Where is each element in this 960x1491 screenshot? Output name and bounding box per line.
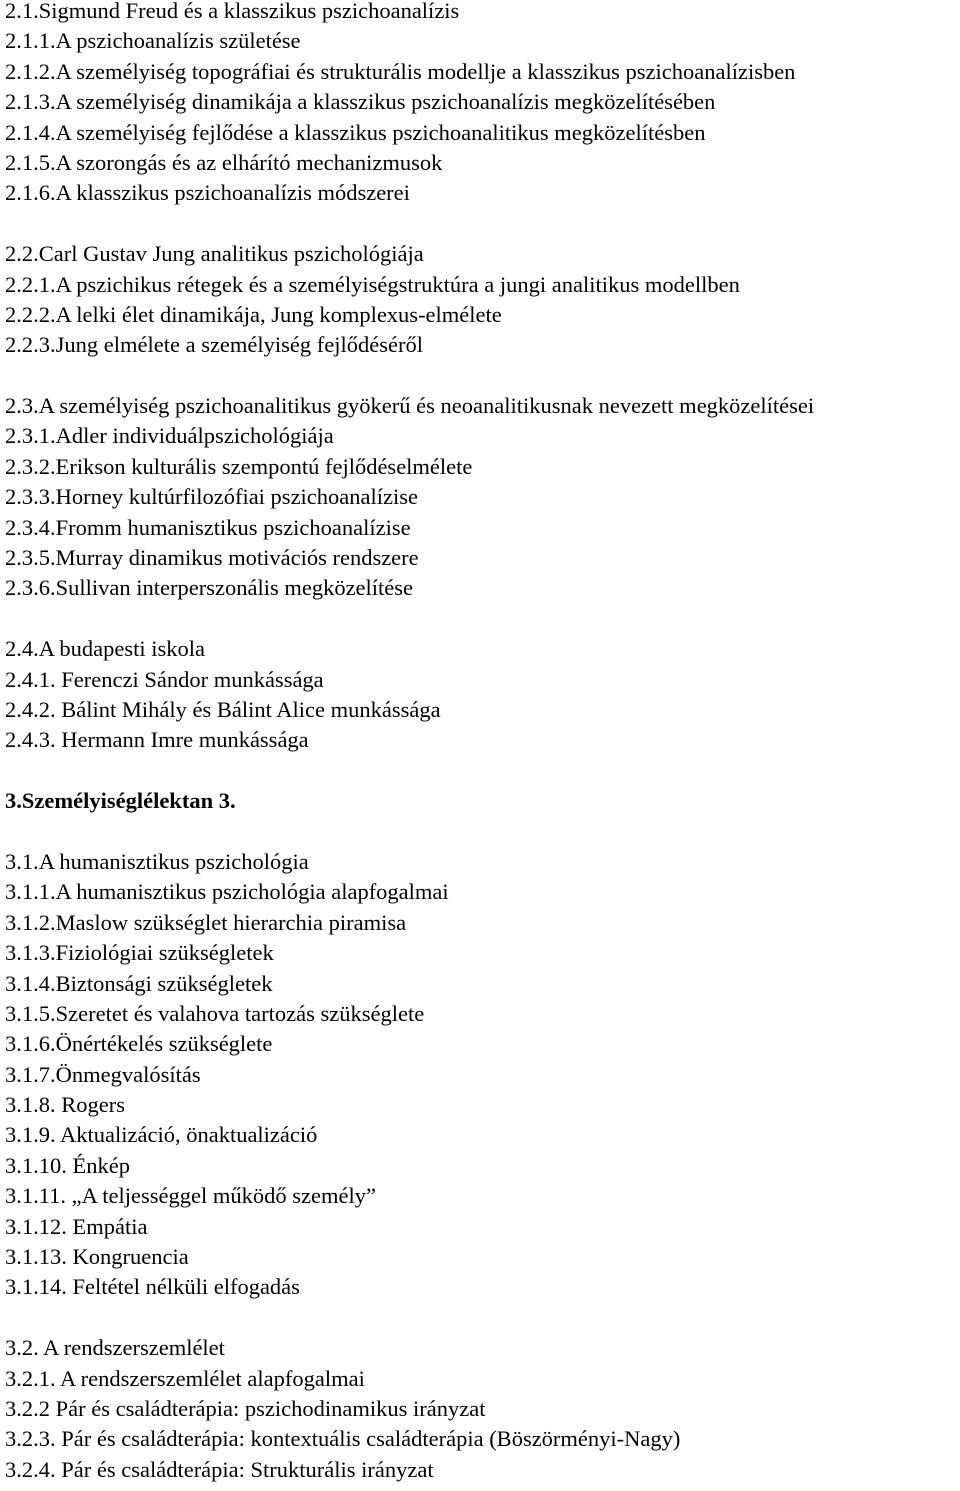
toc-entry: 2.1.1.A pszichoanalízis születése	[5, 28, 301, 54]
toc-entry: 3.1.A humanisztikus pszichológia	[5, 848, 309, 874]
toc-entry: 3.1.2.Maslow szükséglet hierarchia piramisa	[5, 909, 407, 935]
table-of-contents	[5, 0, 955, 1485]
toc-entry: 3.1.10. Énkép	[5, 1152, 130, 1178]
chapter-heading: 3.Személyiséglélektan 3.	[5, 788, 236, 814]
toc-entry: 2.2.Carl Gustav Jung analitikus pszichológiája	[5, 241, 424, 267]
toc-entry: 3.1.14. Feltétel nélküli elfogadás	[5, 1274, 300, 1300]
toc-entry: 2.4.3. Hermann Imre munkássága	[5, 727, 309, 753]
blank-line	[5, 756, 955, 786]
toc-entry: 2.3.4.Fromm humanisztikus pszichoanalízise	[5, 514, 411, 540]
toc-entry: 2.3.6.Sullivan interperszonális megközelítése	[5, 575, 414, 601]
toc-entry: 2.2.1.A pszichikus rétegek és a személyiségstruktúra a jungi analitikus modellben	[5, 271, 740, 297]
toc-entry: 3.1.1.A humanisztikus pszichológia alapfogalmai	[5, 879, 449, 905]
blank-line	[5, 361, 955, 391]
toc-entry: 2.1.3.A személyiség dinamikája a klasszikus pszichoanalízis megközelítésében	[5, 89, 716, 115]
toc-entry: 3.1.5.Szeretet és valahova tartozás szükséglete	[5, 1000, 425, 1026]
blank-line	[5, 209, 955, 239]
toc-entry: 3.2. A rendszerszemlélet	[5, 1335, 225, 1361]
toc-entry: 3.2.1. A rendszerszemlélet alapfogalmai	[5, 1365, 365, 1391]
toc-entry: 3.2.3. Pár és családterápia: kontextuális családterápia (Böszörményi-Nagy)	[5, 1426, 681, 1452]
toc-entry: 2.4.1. Ferenczi Sándor munkássága	[5, 666, 324, 692]
toc-entry: 3.1.3.Fiziológiai szükségletek	[5, 940, 274, 966]
toc-entry: 2.1.6.A klasszikus pszichoanalízis módszerei	[5, 180, 410, 206]
toc-entry: 3.1.9. Aktualizáció, önaktualizáció	[5, 1122, 318, 1148]
toc-entry: 2.4.A budapesti iskola	[5, 636, 205, 662]
toc-entry: 2.4.2. Bálint Mihály és Bálint Alice munkássága	[5, 696, 441, 722]
toc-entry: 3.1.7.Önmegvalósítás	[5, 1061, 201, 1087]
toc-entry: 2.2.3.Jung elmélete a személyiség fejlődéséről	[5, 332, 423, 358]
blank-line	[5, 604, 955, 634]
blank-line	[5, 817, 955, 847]
toc-entry: 3.2.2 Pár és családterápia: pszichodinamikus irányzat	[5, 1395, 486, 1421]
toc-entry: 2.3.3.Horney kultúrfilozófiai pszichoanalízise	[5, 484, 418, 510]
blank-line	[5, 1303, 955, 1333]
toc-entry: 2.2.2.A lelki élet dinamikája, Jung komplexus-elmélete	[5, 301, 502, 327]
toc-entry: 2.3.5.Murray dinamikus motivációs rendszere	[5, 545, 419, 571]
toc-entry: 2.1.2.A személyiség topográfiai és strukturális modellje a klasszikus pszichoanalízisben	[5, 58, 796, 84]
toc-entry: 2.1.Sigmund Freud és a klasszikus pszichoanalízis	[5, 0, 460, 23]
toc-entry: 3.2.4. Pár és családterápia: Strukturális irányzat	[5, 1456, 434, 1482]
toc-entry: 2.3.1.Adler individuálpszichológiája	[5, 423, 334, 449]
toc-entry: 2.1.4.A személyiség fejlődése a klasszikus pszichoanalitikus megközelítésben	[5, 119, 706, 145]
toc-entry: 3.1.6.Önértékelés szükséglete	[5, 1031, 273, 1057]
toc-entry: 2.1.5.A szorongás és az elhárító mechanizmusok	[5, 149, 443, 175]
toc-entry: 3.1.12. Empátia	[5, 1213, 148, 1239]
toc-entry: 3.1.4.Biztonsági szükségletek	[5, 970, 273, 996]
toc-entry: 3.1.13. Kongruencia	[5, 1244, 189, 1270]
toc-entry: 2.3.2.Erikson kulturális szempontú fejlődéselmélete	[5, 453, 473, 479]
toc-entry: 3.1.11. „A teljességgel működő személy”	[5, 1183, 376, 1209]
toc-entry: 2.3.A személyiség pszichoanalitikus gyökerű és neoanalitikusnak nevezett megközelítései	[5, 393, 815, 419]
toc-entry: 3.1.8. Rogers	[5, 1092, 125, 1118]
